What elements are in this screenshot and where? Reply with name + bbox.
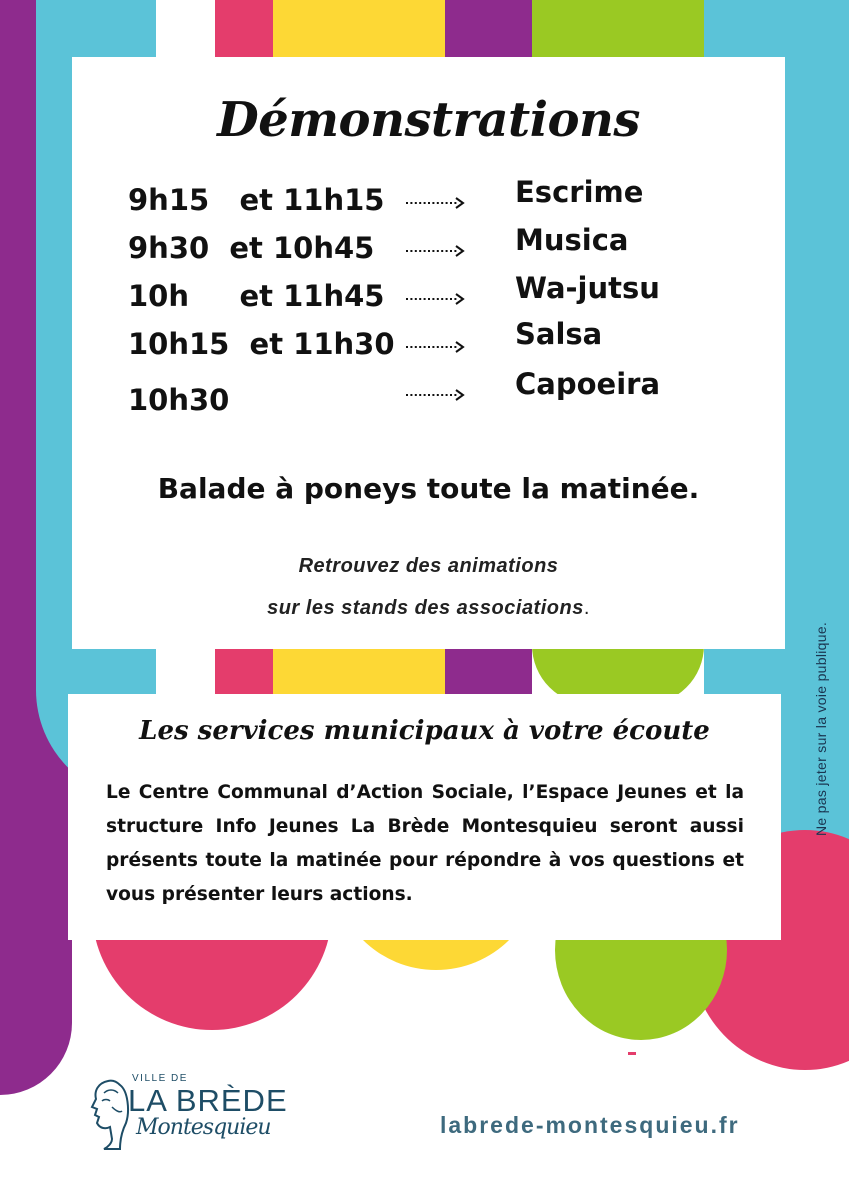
retrouvez-text xyxy=(72,545,785,629)
montesquieu-profile-icon xyxy=(90,1077,130,1151)
bg-pink-stripe-top xyxy=(215,0,273,60)
schedule-activity: Escrime xyxy=(515,175,644,209)
schedule-row xyxy=(128,175,748,231)
bg-pink-dot xyxy=(628,1052,636,1055)
schedule-activity: Wa-jutsu xyxy=(515,271,660,305)
bg-green-stripe-top xyxy=(532,0,704,60)
services-card xyxy=(68,694,781,940)
logo-city-name: LA BRÈDE xyxy=(128,1083,288,1118)
schedule-time: 9h30 et 10h45 xyxy=(128,231,375,265)
bg-yellow-stripe-top xyxy=(273,0,445,60)
retrouvez-period: . xyxy=(583,597,590,619)
dotted-arrow-icon xyxy=(404,279,466,327)
bg-purple-stripe-top xyxy=(445,0,532,60)
dotted-arrow-icon xyxy=(404,231,466,279)
retrouvez-line-2-text: sur les stands des associations xyxy=(267,597,584,619)
demonstrations-title: Démonstrations xyxy=(217,92,640,148)
dotted-arrow-icon xyxy=(404,183,466,231)
logo-ville-de: VILLE DE xyxy=(132,1073,188,1084)
demonstrations-card xyxy=(72,57,785,649)
retrouvez-line-2 xyxy=(72,587,785,629)
logo-script: Montesquieu xyxy=(136,1115,271,1140)
services-body: Le Centre Communal d’Action Sociale, l’Espace Jeunes et la structure Info Jeunes La Brède Montesquieu seront aussi présents toute la matinée pour répondre à vos questions et vous présenter leurs actions. xyxy=(106,782,744,905)
website-link[interactable]: labrede-montesquieu.fr xyxy=(440,1112,740,1138)
schedule-time: 10h15 et 11h30 xyxy=(128,327,395,361)
side-note: Ne pas jeter sur la voie publique. xyxy=(813,621,829,836)
dotted-arrow-icon xyxy=(404,327,466,375)
schedule-time: 10h et 11h45 xyxy=(128,279,385,313)
pony-ride-text: Balade à poneys toute la matinée. xyxy=(157,472,700,505)
schedule-time: 10h30 xyxy=(128,383,230,417)
schedule-row xyxy=(128,271,748,327)
schedule-time: 9h15 et 11h15 xyxy=(128,183,385,217)
schedule-activity: Capoeira xyxy=(515,367,661,401)
services-title: Les services municipaux à votre écoute xyxy=(139,716,710,746)
dotted-arrow-icon xyxy=(404,375,466,423)
schedule-activity: Salsa xyxy=(515,317,603,351)
schedule-activity: Musica xyxy=(515,223,629,257)
city-logo xyxy=(90,1073,290,1153)
schedule-row xyxy=(128,367,748,423)
retrouvez-line-1: Retrouvez des animations xyxy=(298,555,559,577)
